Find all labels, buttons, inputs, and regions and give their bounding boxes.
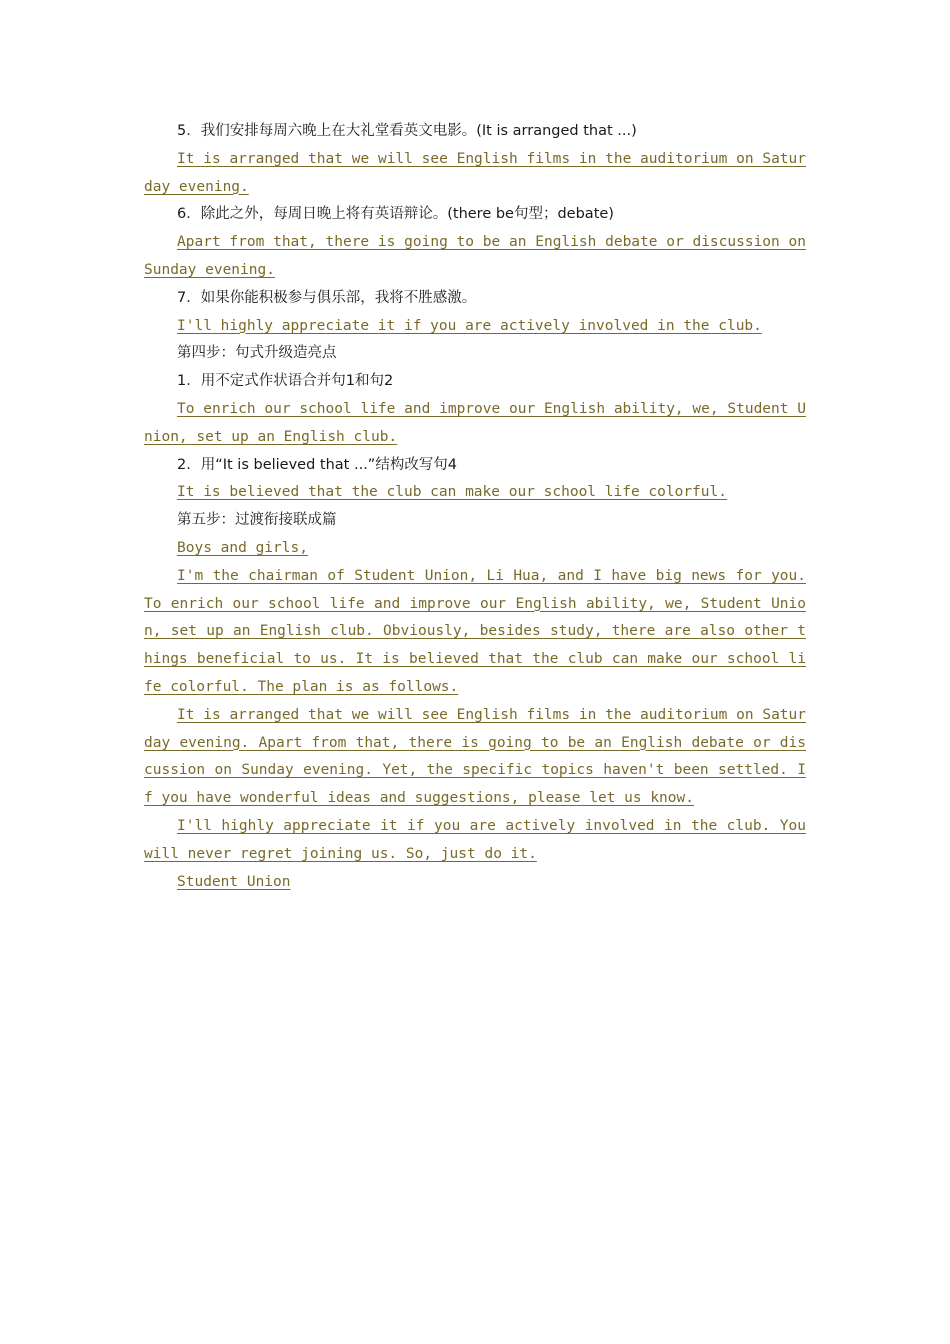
- upgrade-answer-1: To enrich our school life and improve our English ability, we, Student Union, set up an English club.: [144, 400, 806, 445]
- essay-greeting: Boys and girls,: [177, 539, 308, 556]
- answer-5: It is arranged that we will see English films in the auditorium on Saturday evening.: [144, 150, 806, 195]
- step-4-heading: 第四步：句式升级造亮点: [177, 345, 337, 362]
- upgrade-prompt-1: 1．用不定式作状语合并句1和句2: [177, 373, 394, 390]
- document-page: [144, 118, 806, 896]
- upgrade-answer-2: It is believed that the club can make our school life colorful.: [177, 484, 727, 501]
- answer-7: I'll highly appreciate it if you are actively involved in the club.: [177, 317, 762, 334]
- answer-6: Apart from that, there is going to be an English debate or discussion on Sunday evening.: [144, 234, 806, 278]
- essay-paragraph-2: It is arranged that we will see English films in the auditorium on Saturday evening. Apart from that, there is going to be an English debate or discussion on Sunday evening. Yet, the specific topics haven't been settled. If you have wonderful ideas and suggestions, please let us know.: [144, 706, 806, 807]
- essay-paragraph-1: I'm the chairman of Student Union, Li Hua, and I have big news for you. To enrich our school life and improve our English ability, we, Student Union, set up an English club. Obviously, besides study, there are also other things beneficial to us. It is believed that the club can make our school life colorful. The plan is as follows.: [144, 567, 806, 695]
- prompt-5: 5．我们安排每周六晚上在大礼堂看英文电影。(It is arranged that ...): [177, 123, 637, 139]
- prompt-6: 6．除此之外，每周日晚上将有英语辩论。(there be句型；debate): [177, 206, 614, 223]
- essay-signature: Student Union: [177, 873, 291, 890]
- step-5-heading: 第五步：过渡衔接联成篇: [177, 512, 337, 529]
- prompt-7: 7．如果你能积极参与俱乐部，我将不胜感激。: [177, 289, 477, 306]
- upgrade-prompt-2: 2．用“It is believed that ...”结构改写句4: [177, 456, 458, 473]
- essay-paragraph-3: I'll highly appreciate it if you are actively involved in the club. You will never regret joining us. So, just do it.: [144, 817, 806, 862]
